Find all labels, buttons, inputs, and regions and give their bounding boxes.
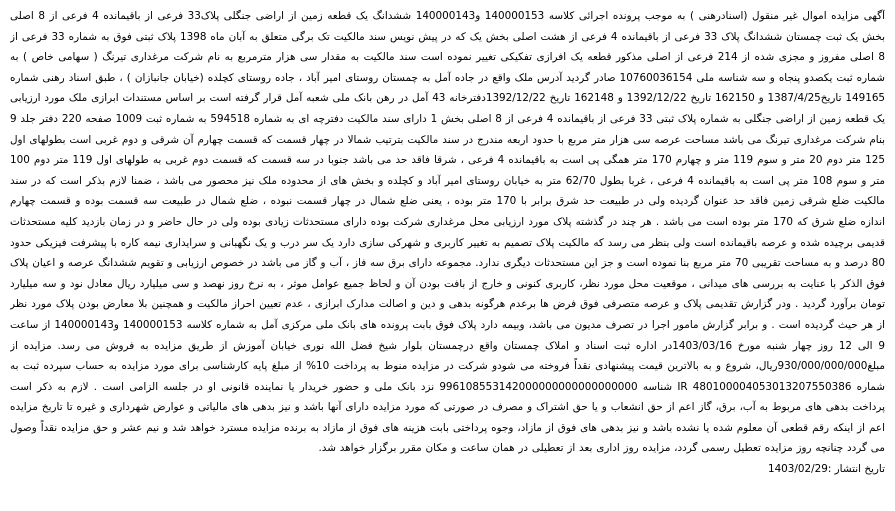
auction-notice — [10, 6, 885, 507]
publish-date: تاریخ انتشار :1403/02/29 — [767, 463, 885, 476]
notice-body-text: آگهی مزایده اموال غیر منقول (اسنادرهنی ) به موجب پرونده اجرائی کلاسه 140000153 و140000143 ششدانگ یک قطعه زمین از اراضی جنگلی پلاک33 فرعی از باقیمانده 4 فرعی از 8 اصلی بخش یک ثبت چمستان ششدانگ پلاک 33 فرعی از باقیمانده 4 فرعی از هشت اصلی بخش یک که در پیش نویس سند مالکیت تک برگی متعلق به آبان ماه 1398 پلاک ثبتی فوق به شماره 33 فرعی از 8 اصلی مفروز و مجزی شده از 214 فرعی از اصلی مذکور قطعه یک افرازی تفکیکی تغییر نموده است سند مالکیت به مقدار سی هزار مترمربع به نام شرکت مرغداری تیرنگ ( سهامی خاص ) به شماره ثبت یکصدو پنجاه و سه شناسه ملی 10760036154 صادر گردید آدرس ملک واقع در جاده آمل به چمستان روستای امیر آباد ، جاده روستای کچلده (خیابان جانبازان ) ، طبق اسناد رهنی شماره 149165 تاریخ1387/4/25 و 162150 تاریخ 1392/12/22 و 162148 تاریخ 1392/12/22دفترخانه 43 آمل در رهن بانک ملی شعبه آمل قرار گرفته است بر اساس مستندات ابرازی ملک مورد ارزیابی یک قطعه زمین از اراضی جنگلی به شماره پلاک ثبتی 33 فرعی از باقیمانده 4 فرعی از 8 اصلی بخش 1 دارای سند مالکیت دفترچه ای به شماره 594518 به شماره ثبت 1009 صفحه 220 دفتر جلد 9 بنام شرکت مرغداری تیرنگ می باشد مساحت عرصه سی هزار متر مربع با حدود اربعه مندرج در سند مالکیت بترتیب شمالا در چهار قسمت که قسمت چهارم آن شرقی و دوم غربی است بطولهای اول 125 متر دوم 20 متر و سوم 119 متر و چهارم 170 متر همگی پی است به باقیمانده 4 فرعی ، شرقا فاقد حد می باشد جنوبا در سه قسمت که قسمت دوم غربی به طولهای اول 119 متر دوم 100 متر و سوم 108 متر پی است به باقیمانده 4 فرعی ، غربا بطول 62/70 متر به خیابان روستای امیر آباد و کچلده و بخش های از محدوده ملک نیز محصور می باشد ، ضمنا لازم بذکر است که در سند مالکیت ضلع شرقی زمین فاقد حد عنوان گردیده ولی در طبیعت حد شرق برابر با 170 متر بوده ، یعنی ضلع شمال در چهار قسمت نبوده ، ضلع شمال در طبیعت سه قسمت بوده و قسمت چهارم اندازه ضلع شرق که 170 متر بوده است می باشد . هر چند در گذشته پلاک مورد ارزیابی محل مرغداری شرکت بوده دارای مستحدثات زیادی بوده ولی در حال حاضر و در زمان بازدید کلیه مستحدثات قدیمی برچیده شده و عرصه باقیمانده است ولی بنظر می رسد که مالکیت پلاک تصمیم به تغییر کاربری و شهرکی سازی دارد یک سر درب و یک نگهبانی و سرایداری نیمه کاره با پیشرفت فیزیکی حدود 80 درصد و به مساحت تقریبی 70 متر مربع بنا نموده است و جز این مستحدثات دیگری ندارد. مجموعه دارای برق سه فاز ، آب و گاز می باشد در خصوص ارزیابی و تقویم ششدانگ عرصه و اعیان پلاک فوق الذکر با عنایت به بررسی های میدانی ، موقعیت محل مورد نظر، کاربری کنونی و خارج از بافت بودن آن و لحاظ جمیع عوامل موثر ، به نرخ روز نهصد و سی میلیارد ریال معادل نود و سه میلیارد تومان برآورد گردید . ودر گزارش تقدیمی پلاک و عرصه متصرفی فوق فرض ها برعدم هرگونه بدهی و دین و اصالت مدارک ابرازی ، عدم تعیین احراز مالکیت و همچنین بلا معارض بودن پلاک مورد نظر از هر حیث گردیده است . و برابر گزارش مامور اجرا در تصرف مدیون می باشد، وبیمه دارد پلاک فوق بابت پرونده های بانک ملی مرکزی آمل به شماره کلاسه 140000153 و140000143 از ساعت 9 الی 12 روز چهار شنبه مورخ 1403/03/16در اداره ثبت اسناد و املاک چمستان واقع درچمستان بلوار شیخ فضل الله نوری خیابان آموزش از طریق مزایده به فروش می رسد. مزایده از مبلغ930/000/000/000ریال، شروع و به بالاترین قیمت پیشنهادی نقداً فروخته می شودو شرکت در مزایده منوط به پرداخت 10% از مبلغ پایه کارشناسی برای مورد مزایده به حساب سپرده ثبت به شماره IR 480100004053013207550386 شناسه 996108553142000000000000000000 نزد بانک ملی و حضور خریدار یا نماینده قانونی او در جلسه الزامی است . لازم به ذکر است پرداخت بدهی های مربوط به آب، برق، گاز اعم از حق انشعاب و یا حق اشتراک و مصرف در صورتی که مورد مزایده دارای آنها باشد و نیز بدهی های مالیاتی و عوارض شهرداری و غیره تا تاریخ مزایده اعم از اینکه رقم قطعی آن معلوم شده یا نشده باشد و نیز بدهی های فوق از مازاد، وجوه پرداختی بابت هزینه های فوق از مازاد به برنده مزایده مسترد خواهد شد و نیم عشر و حق مزایده نقداً وصول می گردد چنانچه روز مزایده تعطیل رسمی گردد، مزایده روز اداری بعد از تعطیلی در همان ساعت و مکان مقرر برگزار خواهد شد. — [10, 10, 885, 455]
